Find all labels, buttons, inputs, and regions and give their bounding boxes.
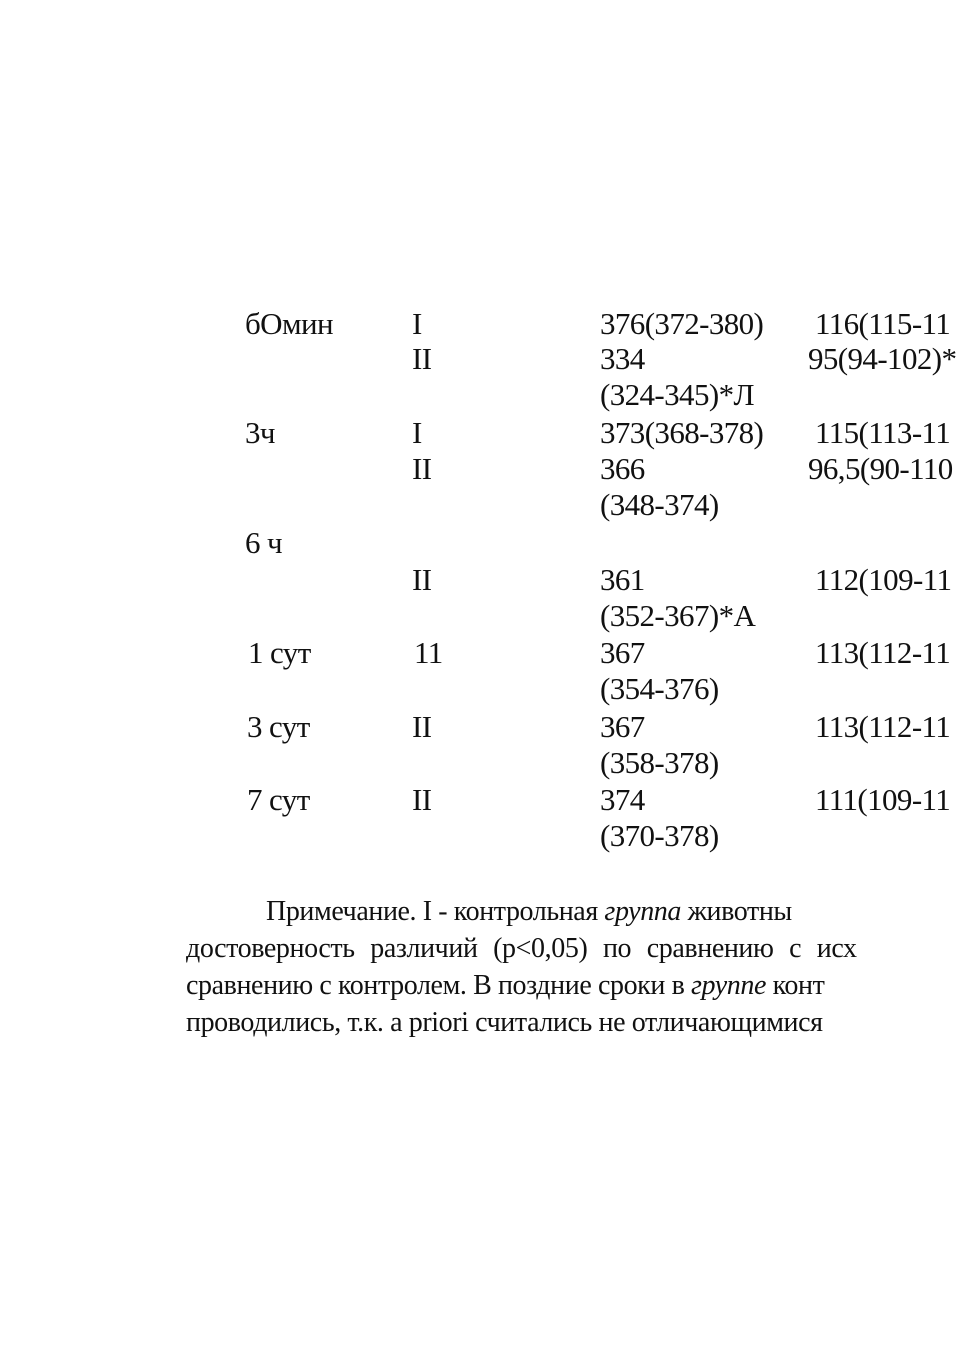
footnote-line: [186, 893, 960, 930]
value1-cell: 376(372-380): [600, 306, 764, 341]
group-cell: 11: [414, 635, 443, 670]
value2-cell: 96,5(90-110: [808, 451, 953, 486]
footnote-line: достоверность различий (p<0,05) по сравнению с исх: [186, 933, 857, 964]
footnote-text: конт: [766, 970, 825, 1001]
footnote-italic-text: группа: [604, 896, 682, 927]
value1-cell: (354-376): [600, 671, 719, 706]
table-footnote: [186, 893, 960, 1041]
group-cell: I: [412, 415, 422, 450]
value2-cell: 95(94-102)*: [808, 341, 957, 376]
footnote-text: животны: [681, 896, 792, 927]
footnote-text: сравнению с контролем. В поздние сроки в: [186, 970, 691, 1001]
time-cell: 3ч: [245, 415, 275, 450]
group-cell: II: [412, 341, 432, 376]
time-cell: 6 ч: [245, 525, 283, 560]
group-cell: II: [412, 562, 432, 597]
value1-cell: 361: [600, 562, 645, 597]
value1-cell: (348-374): [600, 487, 719, 522]
value1-cell: 366: [600, 451, 645, 486]
time-cell: 7 сут: [247, 782, 310, 817]
time-cell: бОмин: [245, 306, 333, 341]
value1-cell: (324-345)*Л: [600, 377, 754, 412]
value1-cell: 334: [600, 341, 645, 376]
value1-cell: 367: [600, 709, 645, 744]
footnote-line: проводились, т.к. a priori считались не отличающимися: [186, 1007, 823, 1038]
value2-cell: 111(109-11: [815, 782, 951, 817]
value2-cell: 113(112-11: [815, 635, 951, 670]
value1-cell: (358-378): [600, 745, 719, 780]
footnote-italic-text: группе: [691, 970, 767, 1001]
value1-cell: 373(368-378): [600, 415, 764, 450]
value2-cell: 116(115-11: [815, 306, 951, 341]
value1-cell: (352-367)*А: [600, 598, 756, 633]
value1-cell: 367: [600, 635, 645, 670]
time-cell: 1 сут: [248, 635, 311, 670]
value2-cell: 112(109-11: [815, 562, 952, 597]
value2-cell: 115(113-11: [815, 415, 951, 450]
footnote-line: [186, 967, 960, 1004]
time-cell: 3 сут: [247, 709, 310, 744]
footnote-text: Примечание. I - контрольная: [266, 896, 605, 927]
group-cell: II: [412, 709, 432, 744]
group-cell: II: [412, 782, 432, 817]
group-cell: I: [412, 306, 422, 341]
value1-cell: 374: [600, 782, 645, 817]
group-cell: II: [412, 451, 432, 486]
value2-cell: 113(112-11: [815, 709, 951, 744]
value1-cell: (370-378): [600, 818, 719, 853]
